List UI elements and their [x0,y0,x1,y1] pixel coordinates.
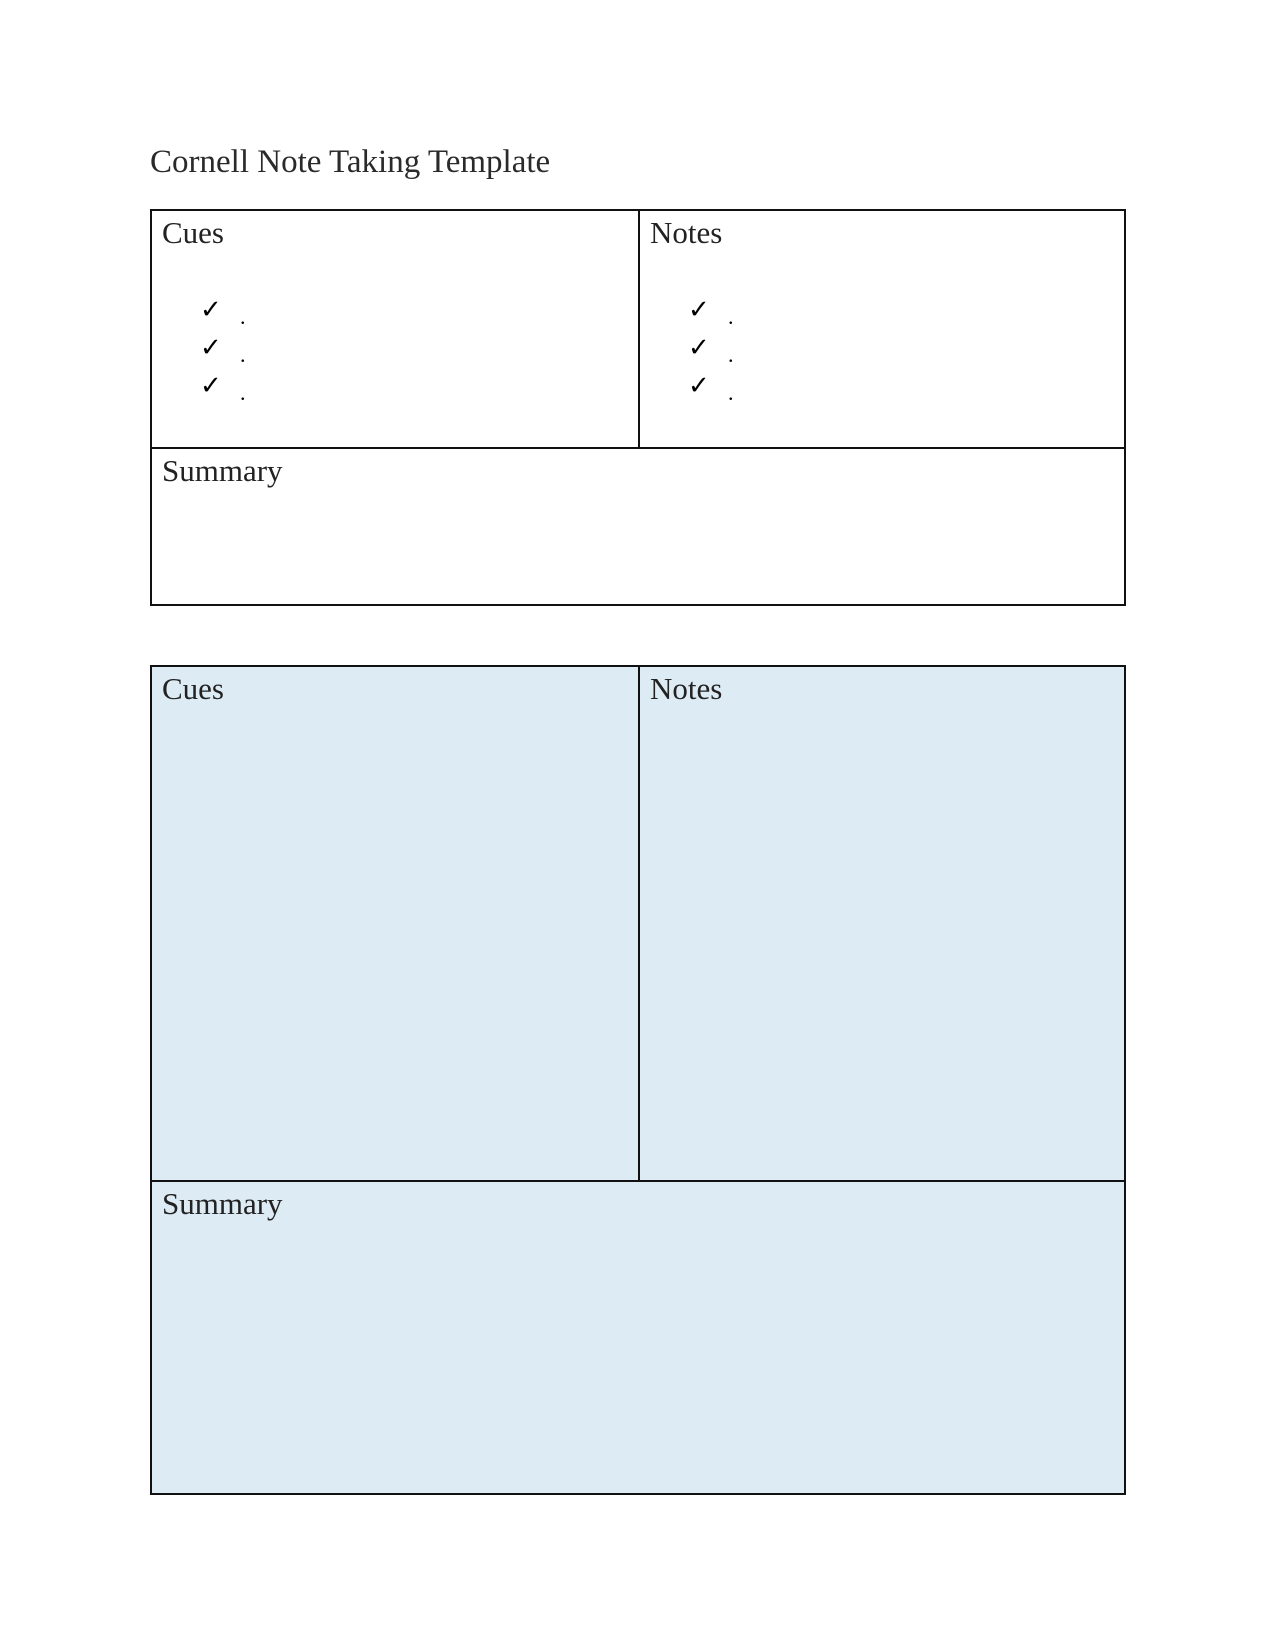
cues-label: Cues [162,215,224,250]
check-icon: ✓ [200,295,222,325]
summary-cell[interactable] [152,449,1124,604]
summary-cell[interactable] [152,1182,1124,1493]
cornell-block-shaded [150,665,1126,1495]
cues-cell[interactable] [152,211,640,447]
list-item [200,367,246,405]
check-icon: ✓ [688,371,710,401]
list-item-text: . [240,304,246,329]
cornell-block-with-checklist [150,209,1126,606]
cues-cell[interactable] [152,667,640,1180]
list-item-text: . [240,380,246,405]
summary-label: Summary [162,453,283,488]
summary-label: Summary [162,1186,283,1221]
cues-checklist [200,291,246,405]
list-item-text: . [240,342,246,367]
notes-cell[interactable] [640,211,1124,447]
notes-label: Notes [650,215,723,250]
list-item [688,329,734,367]
cues-label: Cues [162,671,224,706]
notes-label: Notes [650,671,723,706]
list-item [200,291,246,329]
list-item [688,367,734,405]
list-item-text: . [728,342,734,367]
list-item-text: . [728,380,734,405]
page-title: Cornell Note Taking Template [150,144,551,180]
list-item [200,329,246,367]
notes-checklist [688,291,734,405]
check-icon: ✓ [688,333,710,363]
notes-cell[interactable] [640,667,1124,1180]
cues-notes-row [152,211,1124,449]
check-icon: ✓ [200,333,222,363]
check-icon: ✓ [200,371,222,401]
list-item [688,291,734,329]
list-item-text: . [728,304,734,329]
cues-notes-row [152,667,1124,1182]
check-icon: ✓ [688,295,710,325]
